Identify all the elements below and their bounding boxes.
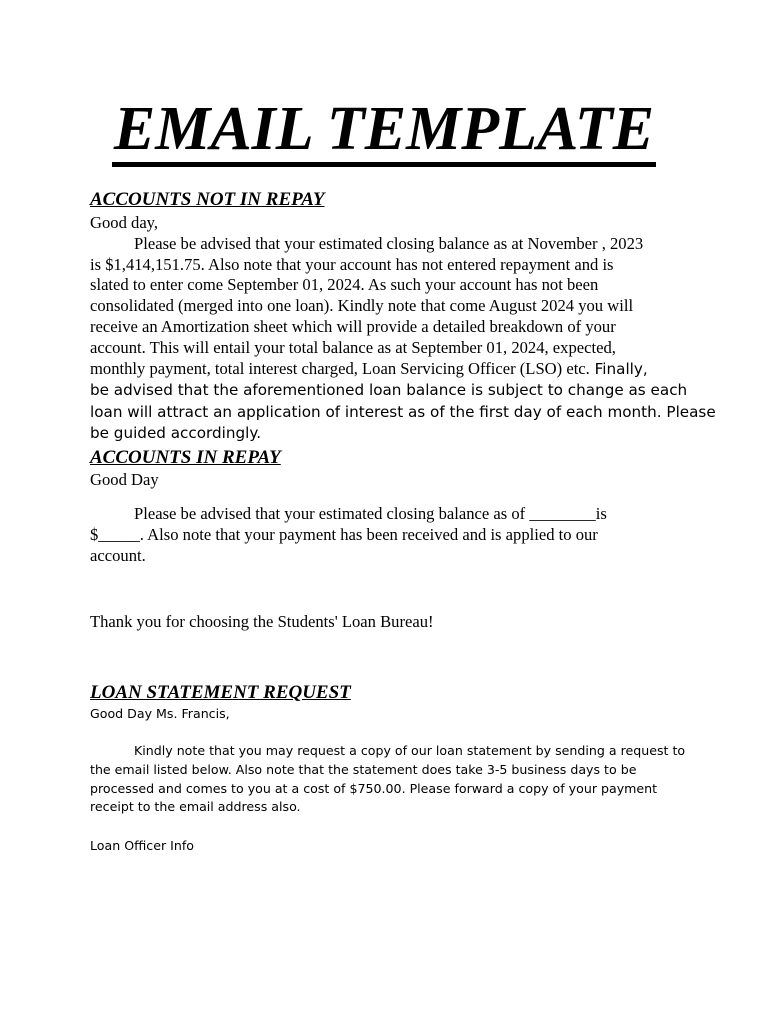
- greeting-text: Good Day Ms. Francis,: [90, 706, 230, 721]
- heading-loan-statement-request: LOAN STATEMENT REQUEST: [90, 682, 351, 703]
- paragraph-line: consolidated (merged into one loan). Kindly note that come August 2024 you will: [90, 296, 634, 316]
- heading-accounts-not-in-repay: ACCOUNTS NOT IN REPAY: [90, 189, 325, 210]
- greeting-text: Good Day: [90, 470, 159, 489]
- paragraph-line: be advised that the aforementioned loan balance is subject to change as each: [90, 381, 688, 400]
- paragraph-line: receipt to the email address also.: [90, 799, 301, 815]
- heading-accounts-in-repay: ACCOUNTS IN REPAY: [90, 447, 281, 468]
- paragraph-line: Kindly note that you may request a copy of our loan statement by sending a request to: [134, 743, 686, 758]
- paragraph-line: Please be advised that your estimated closing balance as at November , 2023: [134, 233, 644, 253]
- paragraph-line-serif-part: monthly payment, total interest charged, Loan Servicing Officer (LSO) etc.: [90, 358, 590, 378]
- paragraph-line: be guided accordingly.: [90, 424, 262, 443]
- section-accounts-in-repay-body: [90, 504, 690, 566]
- greeting-text: Good day,: [90, 213, 159, 232]
- paragraph-line: slated to enter come September 01, 2024. As such your account has not been: [90, 275, 599, 295]
- document-title-text: EMAIL TEMPLATE: [112, 96, 656, 167]
- paragraph-line: Please be advised that your estimated closing balance as of ________is: [134, 504, 607, 523]
- paragraph-line: receive an Amortization sheet which will provide a detailed breakdown of your: [90, 316, 616, 336]
- section-loan-statement-body: [90, 742, 710, 817]
- paragraph-line-mixed: [90, 359, 690, 381]
- paragraph-line-sans-part: Finally,: [589, 359, 648, 378]
- paragraph-line: loan will attract an application of interest as of the first day of each month. Please: [90, 402, 716, 421]
- paragraph-line: processed and comes to you at a cost of $750.00. Please forward a copy of your payment: [90, 780, 658, 796]
- paragraph-line: account. This will entail your total balance as at September 01, 2024, expected,: [90, 337, 616, 357]
- paragraph-line: is $1,414,151.75. Also note that your account has not entered repayment and is: [90, 254, 614, 274]
- closing-text: Thank you for choosing the Students' Loan Bureau!: [90, 612, 434, 631]
- document-title: [0, 96, 768, 167]
- loan-officer-info-text: Loan Officer Info: [90, 838, 194, 853]
- section-accounts-not-in-repay-body: [90, 213, 716, 445]
- paragraph-line: the email listed below. Also note that the statement does take 3-5 business days to be: [90, 761, 637, 777]
- paragraph-line: account.: [90, 545, 146, 565]
- paragraph-line: $_____. Also note that your payment has been received and is applied to our: [90, 524, 598, 544]
